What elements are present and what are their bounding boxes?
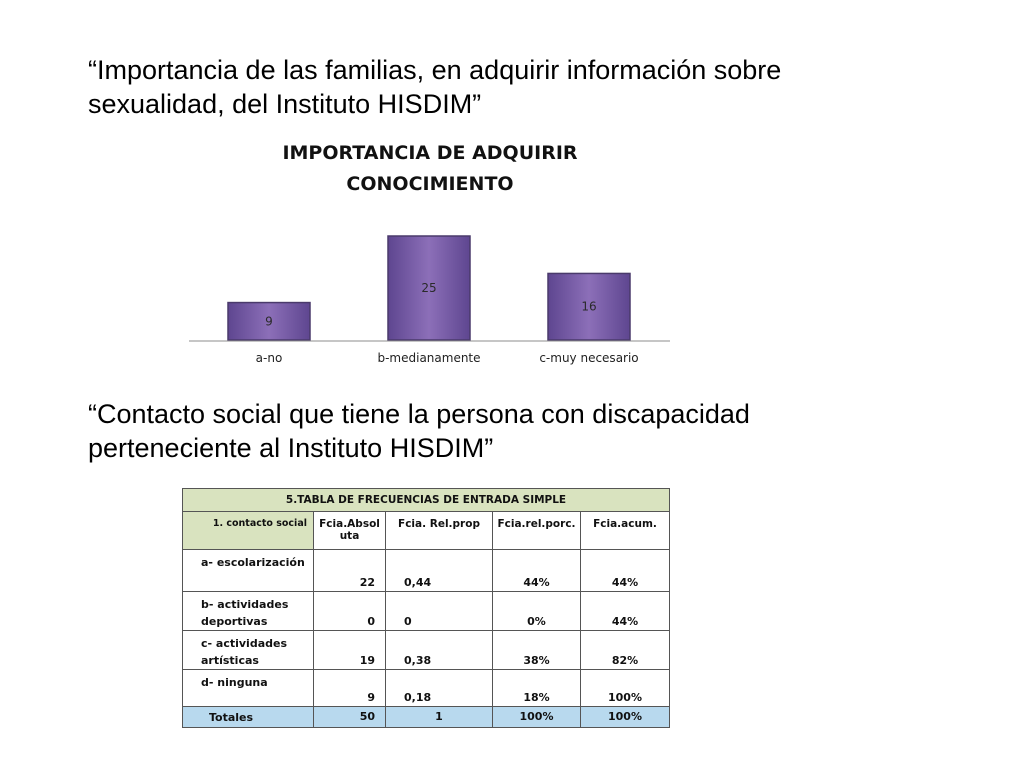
totals-porc: 100% xyxy=(493,707,581,728)
cell-porc: 44% xyxy=(493,550,581,592)
data-label-1: 25 xyxy=(421,281,437,295)
cell-abs: 22 xyxy=(314,550,386,592)
header-fcia-acum: Fcia.acum. xyxy=(581,512,670,550)
heading-importancia: “Importancia de las familias, en adquirir información sobre sexualidad, del Instituto HISDIM” xyxy=(88,55,782,119)
category-labels xyxy=(256,351,639,365)
cell-acum: 44% xyxy=(581,592,670,631)
cell-abs: 9 xyxy=(314,670,386,707)
cell-rel: 0 xyxy=(386,592,493,631)
row-category: b- actividades deportivas xyxy=(183,592,314,631)
header-contacto-social: 1. contacto social xyxy=(183,512,314,550)
category-label-0: a-no xyxy=(255,351,283,365)
cell-porc: 0% xyxy=(493,592,581,631)
totals-acum: 100% xyxy=(581,707,670,728)
cell-rel: 0,18 xyxy=(386,670,493,707)
category-label-1: b-medianamente xyxy=(377,351,481,365)
table-totals-row xyxy=(183,707,670,728)
cell-acum: 44% xyxy=(581,550,670,592)
table-header-row xyxy=(183,512,670,550)
totals-rel: 1 xyxy=(386,707,493,728)
totals-label: Totales xyxy=(183,707,314,728)
table-row xyxy=(183,550,670,592)
chart-title-line2: CONOCIMIENTO xyxy=(346,173,514,195)
category-label-2: c-muy necesario xyxy=(539,351,639,365)
cell-abs: 19 xyxy=(314,631,386,670)
data-label-2: 16 xyxy=(581,299,597,314)
cell-acum: 100% xyxy=(581,670,670,707)
table-title: 5.TABLA DE FRECUENCIAS DE ENTRADA SIMPLE xyxy=(183,489,670,512)
totals-abs: 50 xyxy=(314,707,386,728)
data-label-0: 9 xyxy=(265,314,273,329)
cell-abs: 0 xyxy=(314,592,386,631)
cell-rel: 0,38 xyxy=(386,631,493,670)
cell-acum: 82% xyxy=(581,631,670,670)
row-category: d- ninguna xyxy=(183,670,314,707)
header-fcia-absoluta: Fcia.Absol uta xyxy=(314,512,386,550)
row-category: c- actividades artísticas xyxy=(183,631,314,670)
header-fcia-rel-prop: Fcia. Rel.prop xyxy=(386,512,493,550)
table-row xyxy=(183,631,670,670)
table-row xyxy=(183,670,670,707)
cell-porc: 38% xyxy=(493,631,581,670)
cell-porc: 18% xyxy=(493,670,581,707)
header-fcia-rel-porc: Fcia.rel.porc. xyxy=(493,512,581,550)
frequency-table xyxy=(182,488,670,728)
heading-contacto-social: “Contacto social que tiene la persona con discapacidad perteneciente al Instituto HISDIM” xyxy=(88,399,750,463)
bars-layer xyxy=(228,236,630,340)
cell-rel: 0,44 xyxy=(386,550,493,592)
row-category: a- escolarización xyxy=(183,550,314,592)
table-row xyxy=(183,592,670,631)
chart-title-line1: IMPORTANCIA DE ADQUIRIR xyxy=(282,142,578,164)
